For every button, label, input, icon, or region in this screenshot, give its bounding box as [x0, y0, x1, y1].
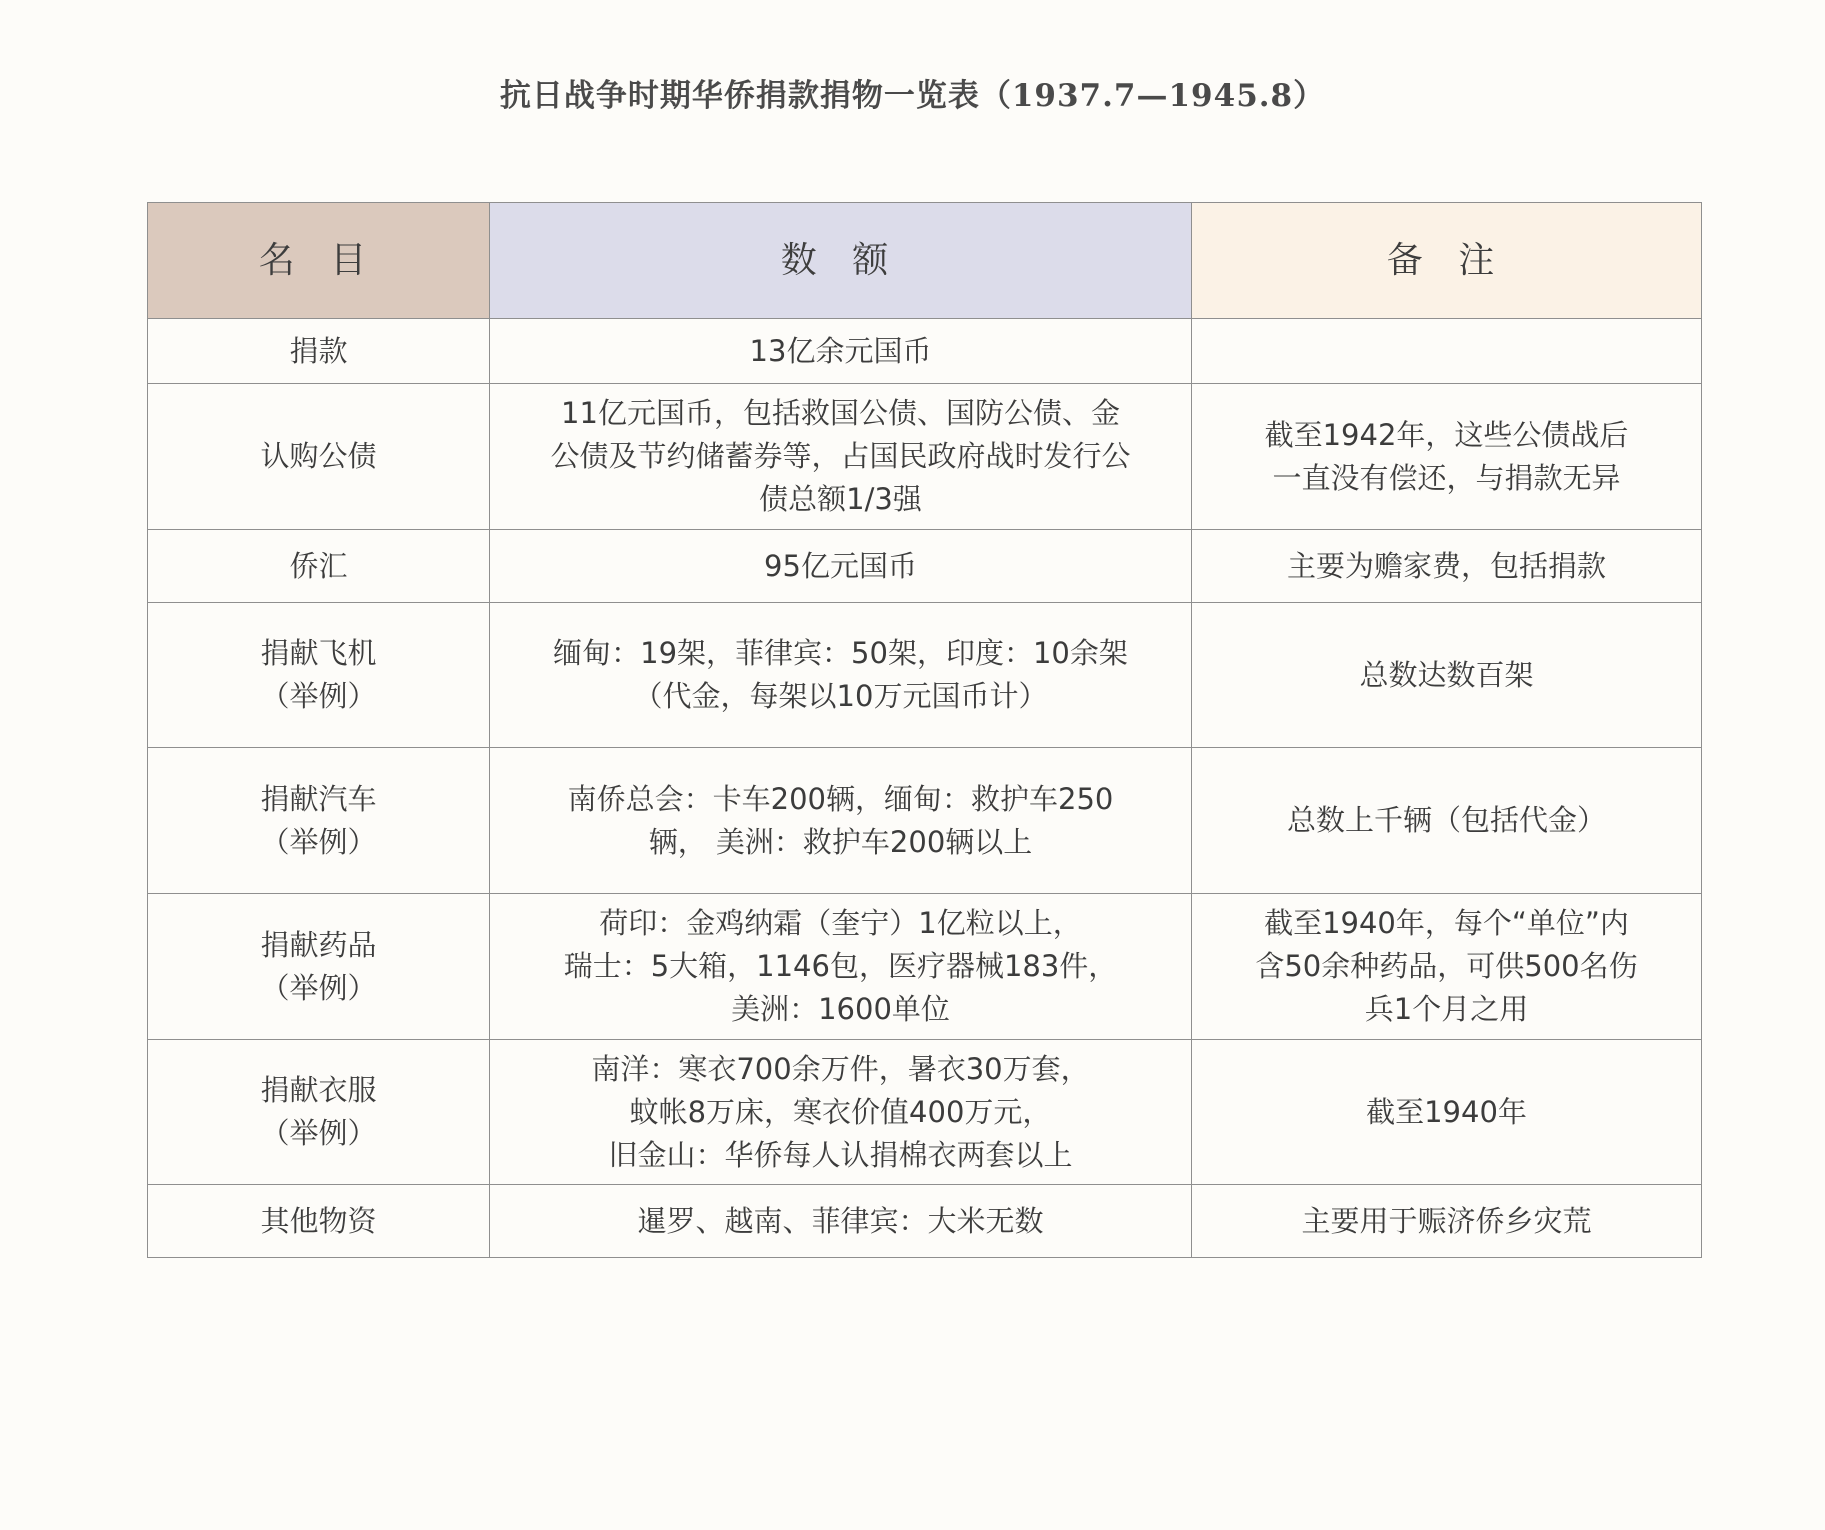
table-row: [148, 530, 1702, 603]
table-row: [148, 319, 1702, 384]
table-row: [148, 894, 1702, 1040]
cell-note: 截至1942年，这些公债战后 一直没有偿还，与捐款无异: [1192, 384, 1702, 530]
cell-category: 捐献衣服 （举例）: [148, 1040, 490, 1185]
cell-amount: 南洋：寒衣700余万件，暑衣30万套， 蚊帐8万床，寒衣价值400万元， 旧金山：华侨每人认捐棉衣两套以上: [490, 1040, 1192, 1185]
table-row: [148, 748, 1702, 894]
cell-note: 截至1940年: [1192, 1040, 1702, 1185]
table-row: [148, 603, 1702, 748]
table-header-row: [148, 203, 1702, 319]
donation-table: [147, 202, 1702, 1258]
cell-category: 认购公债: [148, 384, 490, 530]
cell-amount: 缅甸：19架，菲律宾：50架，印度：10余架 （代金，每架以10万元国币计）: [490, 603, 1192, 748]
cell-note: [1192, 319, 1702, 384]
cell-category: 捐献汽车 （举例）: [148, 748, 490, 894]
cell-note: 主要为赡家费，包括捐款: [1192, 530, 1702, 603]
table-row: [148, 1040, 1702, 1185]
cell-category: 其他物资: [148, 1185, 490, 1258]
cell-category: 捐献飞机 （举例）: [148, 603, 490, 748]
donation-table-container: [147, 202, 1701, 1258]
header-category: 名 目: [148, 203, 490, 319]
cell-note: 主要用于赈济侨乡灾荒: [1192, 1185, 1702, 1258]
cell-amount: 荷印：金鸡纳霜（奎宁）1亿粒以上， 瑞士：5大箱，1146包，医疗器械183件， 美洲：1600单位: [490, 894, 1192, 1040]
cell-amount: 11亿元国币，包括救国公债、国防公债、金 公债及节约储蓄券等，占国民政府战时发行公 债总额1/3强: [490, 384, 1192, 530]
cell-category: 捐献药品 （举例）: [148, 894, 490, 1040]
cell-amount: 暹罗、越南、菲律宾：大米无数: [490, 1185, 1192, 1258]
cell-amount: 南侨总会：卡车200辆，缅甸：救护车250 辆， 美洲：救护车200辆以上: [490, 748, 1192, 894]
header-amount: 数 额: [490, 203, 1192, 319]
cell-category: 捐款: [148, 319, 490, 384]
cell-note: 总数上千辆（包括代金）: [1192, 748, 1702, 894]
table-row: [148, 384, 1702, 530]
cell-note: 总数达数百架: [1192, 603, 1702, 748]
cell-amount: 13亿余元国币: [490, 319, 1192, 384]
cell-note: 截至1940年，每个“单位”内 含50余种药品，可供500名伤 兵1个月之用: [1192, 894, 1702, 1040]
header-note: 备 注: [1192, 203, 1702, 319]
cell-amount: 95亿元国币: [490, 530, 1192, 603]
page-title: 抗日战争时期华侨捐款捐物一览表（1937.7—1945.8）: [499, 78, 1326, 114]
table-row: [148, 1185, 1702, 1258]
cell-category: 侨汇: [148, 530, 490, 603]
